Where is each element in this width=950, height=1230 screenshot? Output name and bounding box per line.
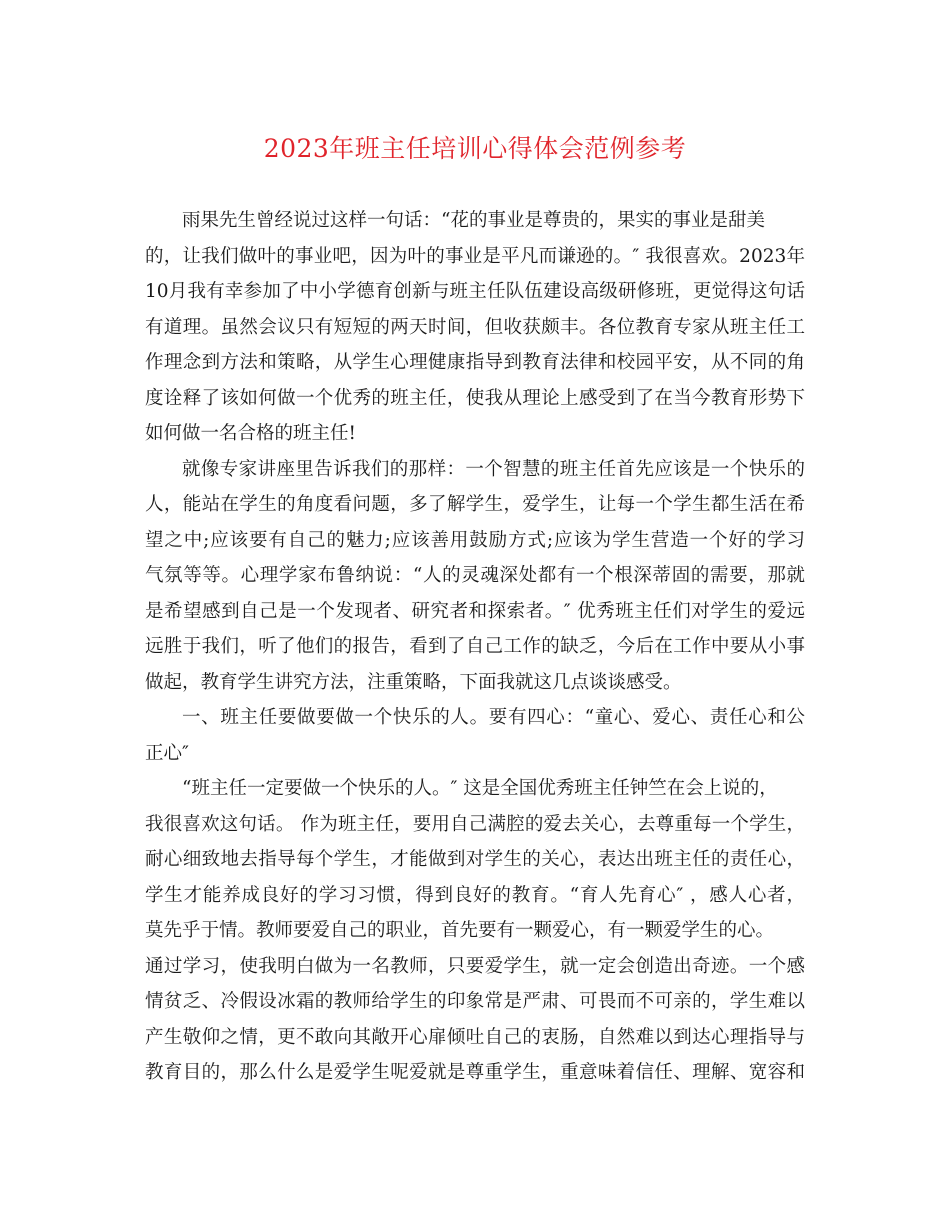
document-body <box>145 203 805 1091</box>
text-line: 情贫乏、冷假设冰霜的教师给学生的印象常是严肃、可畏而不可亲的，学生难以 <box>145 991 805 1012</box>
text-line: 如何做一名合格的班主任! <box>145 423 356 444</box>
text-line: 学生才能养成良好的学习习惯，得到良好的教育。“育人先育心″ ，感人心者， <box>145 884 805 906</box>
text-line: 我很喜欢这句话。 作为班主任，要用自己满腔的爱去关心，去尊重每一个学生， <box>145 813 805 835</box>
text-line: 一、班主任要做要做一个快乐的人。要有四心：“童心、爱心、责任心和公 <box>182 707 805 728</box>
text-line: 远胜于我们，听了他们的报告，看到了自己工作的缺乏，今后在工作中要从小事 <box>145 636 805 657</box>
text-line: 望之中;应该要有自己的魅力;应该善用鼓励方式;应该为学生营造一个好的学习 <box>145 529 805 551</box>
text-line: 教育目的，那么什么是爱学生呢爱就是尊重学生，重意味着信任、理解、宽容和 <box>145 1062 805 1083</box>
text-line: 做起，教育学生讲究方法，注重策略，下面我就这几点谈谈感受。 <box>145 671 682 693</box>
text-line: 人，能站在学生的角度看问题，多了解学生，爱学生，让每一个学生都生活在希 <box>145 494 805 515</box>
text-line: “班主任一定要做一个快乐的人。″ 这是全国优秀班主任钟竺在会上说的， <box>182 778 778 799</box>
text-line: 作理念到方法和策略，从学生心理健康指导到教育法律和校园平安，从不同的角 <box>145 352 805 373</box>
text-line: 莫先乎于情。教师要爱自己的职业，首先要有一颗爱心，有一颗爱学生的心。 <box>145 920 775 941</box>
text-line: 是希望感到自己是一个发现者、研究者和探索者。″ 优秀班主任们对学生的爱远 <box>145 600 805 622</box>
document-title: 2023年班主任培训心得体会范例参考 <box>263 134 687 163</box>
text-line: 度诠释了该如何做一个优秀的班主任，使我从理论上感受到了在当今教育形势下 <box>145 387 805 409</box>
text-line: 耐心细致地去指导每个学生，才能做到对学生的关心，表达出班主任的责任心， <box>145 849 805 870</box>
text-line: 雨果先生曾经说过这样一句话：“花的事业是尊贵的，果实的事业是甜美 <box>182 210 765 231</box>
text-line: 产生敬仰之情，更不敢向其敞开心扉倾吐自己的衷肠，自然难以到达心理指导与 <box>145 1026 805 1048</box>
text-line: 10月我有幸参加了中小学德育创新与班主任队伍建设高级研修班，更觉得这句话 <box>145 281 805 302</box>
text-line: 正心″ <box>145 742 189 764</box>
text-line: 通过学习，使我明白做为一名教师，只要爱学生，就一定会创造出奇迹。一个感 <box>145 955 805 977</box>
text-line: 有道理。虽然会议只有短短的两天时间，但收获颇丰。各位教育专家从班主任工 <box>145 316 805 338</box>
text-line: 气氛等等。心理学家布鲁纳说：“人的灵魂深处都有一个根深蒂固的需要，那就 <box>145 565 805 586</box>
text-line: 就像专家讲座里告诉我们的那样：一个智慧的班主任首先应该是一个快乐的 <box>182 458 805 480</box>
text-line: 的，让我们做叶的事业吧，因为叶的事业是平凡而谦逊的。″ 我很喜欢。2023年 <box>145 245 805 267</box>
